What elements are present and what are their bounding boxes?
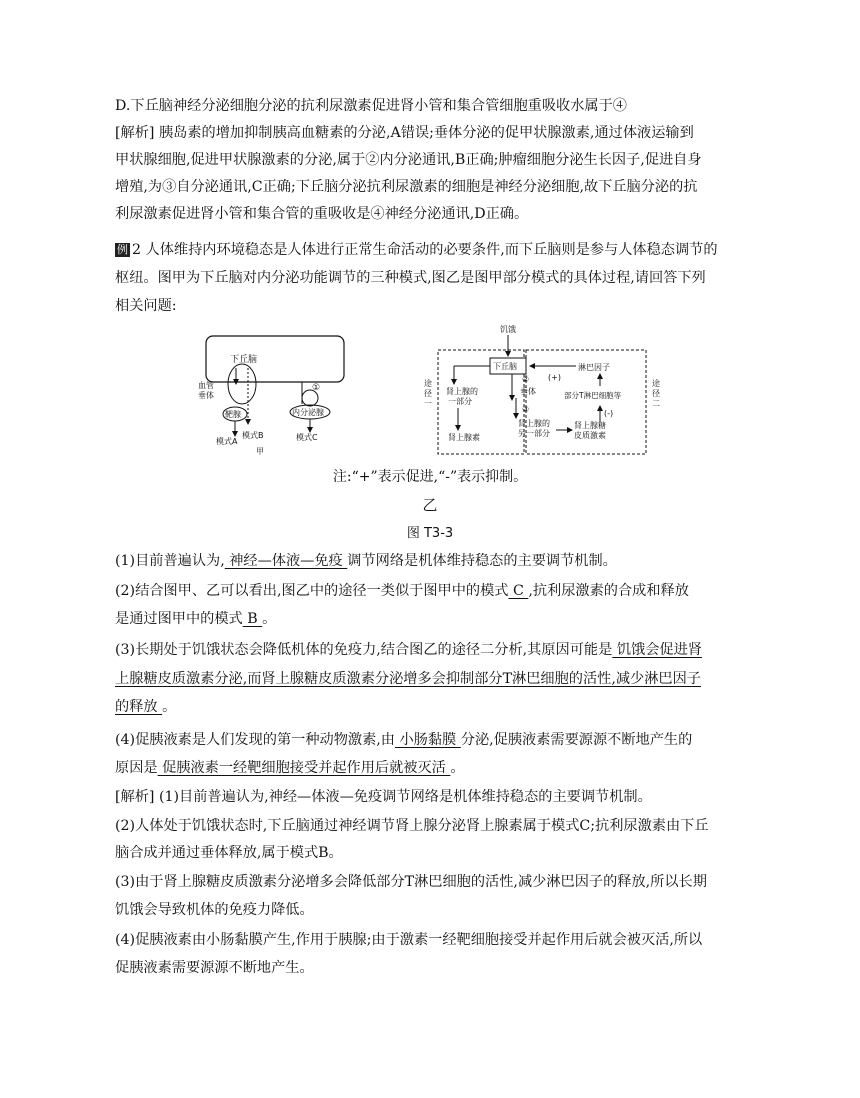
svg-text:径: 径 <box>424 389 432 398</box>
figure-title: 图 T3-3 <box>406 526 454 541</box>
svg-text:另一部分: 另一部分 <box>518 429 550 438</box>
svg-text:血管: 血管 <box>198 381 214 390</box>
answer-blank: C <box>508 583 529 599</box>
analysis-line: (4)促胰液素由小肠黏膜产生,作用于胰腺;由于激素一经靶细胞接受并起作用后就会被灭活,所以 <box>115 932 703 948</box>
analysis-line: 甲状腺细胞,促进甲状腺激素的分泌,属于②内分泌通讯,B正确;肿瘤细胞分泌生长因子,促进自身 <box>115 152 702 168</box>
figure-jia <box>190 332 360 462</box>
analysis-line: (2)人体处于饥饿状态时,下丘脑通过神经调节肾上腺分泌肾上腺素属于模式C;抗利尿激素由下丘 <box>115 818 709 834</box>
example-tag: 例 <box>117 243 128 256</box>
jia-hypothalamus: 下丘脑 <box>230 355 258 365</box>
svg-text:(-): (-) <box>604 409 614 418</box>
jia-endocrine: 内分泌腺 <box>292 408 324 417</box>
question-4: (4)促胰液素是人们发现的第一种动物激素,由 小肠黏膜 分泌,促胰液素需要源源不断地产生的 <box>115 732 693 748</box>
analysis-line: 增殖,为③自分泌通讯,C正确;下丘脑分泌抗利尿激素的细胞是神经分泌细胞,故下丘脑分泌的抗 <box>115 179 698 195</box>
svg-text:垂体: 垂体 <box>198 391 214 400</box>
figure-caption-yi: 乙 <box>422 496 438 514</box>
svg-text:垂体: 垂体 <box>520 387 536 396</box>
svg-text:甲: 甲 <box>256 447 264 456</box>
svg-text:肾上腺的: 肾上腺的 <box>518 419 550 428</box>
option-d: D.下丘脑神经分泌细胞分泌的抗利尿激素促进肾小管和集合管细胞重吸收水属于④ <box>115 98 627 114</box>
analysis-line: 促胰液素需要源源不断地产生。 <box>115 960 314 976</box>
question-3: (3)长期处于饥饿状态会降低机体的免疫力,结合图乙的途径二分析,其原因可能是 饥饿会促进肾 <box>115 642 702 658</box>
question-2: (2)结合图甲、乙可以看出,图乙中的途径一类似于图甲中的模式 C ,抗利尿激素的合成和释放 <box>115 583 689 599</box>
svg-text:径: 径 <box>652 389 660 398</box>
question-3-cont <box>115 669 701 689</box>
example-line: 例 2 人体维持内环境稳态是人体进行正常生命活动的必要条件,而下丘脑则是参与人体稳态调节的 <box>117 242 718 258</box>
analysis-line: 饥饿会导致机体的免疫力降低。 <box>115 902 314 918</box>
svg-text:模式A: 模式A <box>216 437 238 446</box>
yi-hypothalamus: 下丘脑 <box>493 362 517 371</box>
svg-text:二: 二 <box>652 399 660 408</box>
svg-text:①: ① <box>312 383 321 393</box>
example-line: 枢纽。图甲为下丘脑对内分泌功能调节的三种模式,图乙是图甲部分模式的具体过程,请回答下列 <box>115 270 706 286</box>
question-4-cont: 原因是 促胰液素一经靶细胞接受并起作用后就被灭活 。 <box>115 760 465 776</box>
answer-blank: 小肠黏膜 <box>394 732 461 748</box>
analysis-line: 脑合成并通过垂体释放,属于模式B。 <box>115 845 343 861</box>
figure-yi <box>418 322 680 458</box>
answer-blank: 上腺糖皮质激素分泌,而肾上腺糖皮质激素分泌增多会抑制部分T淋巴细胞的活性,减少淋巴因子 <box>115 671 701 687</box>
analysis-line: 利尿激素促进肾小管和集合管的重吸收是④神经分泌通讯,D正确。 <box>115 206 529 222</box>
figure-note: 注:“+”表示促进,“-”表示抑制。 <box>332 469 528 485</box>
answer-blank: 的释放 <box>115 699 163 715</box>
answer-blank: B <box>242 611 263 627</box>
svg-text:饥饿: 饥饿 <box>500 325 516 334</box>
svg-text:途: 途 <box>652 379 660 388</box>
svg-text:(+): (+) <box>548 373 561 382</box>
svg-text:模式B: 模式B <box>242 431 264 440</box>
svg-text:肾上腺的: 肾上腺的 <box>446 387 478 396</box>
answer-blank: 饥饿会促进肾 <box>612 642 702 658</box>
svg-text:部分T淋巴细胞等: 部分T淋巴细胞等 <box>564 391 622 400</box>
svg-text:一: 一 <box>424 399 432 408</box>
jia-gland: 靶腺 <box>225 410 241 419</box>
answer-blank: 促胰液素一经靶细胞接受并起作用后就被灭活 <box>157 760 451 776</box>
question-2-cont: 是通过图甲中的模式 B 。 <box>115 611 277 627</box>
analysis-line: (3)由于肾上腺糖皮质激素分泌增多会降低部分T淋巴细胞的活性,减少淋巴因子的释放,所以长期 <box>115 874 707 890</box>
example-line: 相关问题: <box>115 298 177 314</box>
question-1: (1)目前普遍认为, 神经—体液—免疫 调节网络是机体维持稳态的主要调节机制。 <box>115 553 617 569</box>
svg-text:肾上腺素: 肾上腺素 <box>448 433 480 442</box>
svg-text:③: ③ <box>522 405 530 414</box>
svg-text:皮质激素: 皮质激素 <box>574 431 606 440</box>
svg-text:一部分: 一部分 <box>448 397 472 406</box>
analysis-line: [解析] 胰岛素的增加抑制胰高血糖素的分泌,A错误;垂体分泌的促甲状腺激素,通过体液运输到 <box>115 125 694 141</box>
answer-blank: 神经—体液—免疫 <box>224 553 348 569</box>
analysis-line: [解析] (1)目前普遍认为,神经—体液—免疫调节网络是机体维持稳态的主要调节机制。 <box>115 789 652 805</box>
svg-text:②: ② <box>522 375 530 384</box>
svg-text:途: 途 <box>424 379 432 388</box>
svg-text:肾上腺糖: 肾上腺糖 <box>574 421 606 430</box>
question-3-cont: 的释放 。 <box>115 699 177 715</box>
svg-text:淋巴因子: 淋巴因子 <box>578 363 610 372</box>
svg-text:模式C: 模式C <box>296 433 318 442</box>
